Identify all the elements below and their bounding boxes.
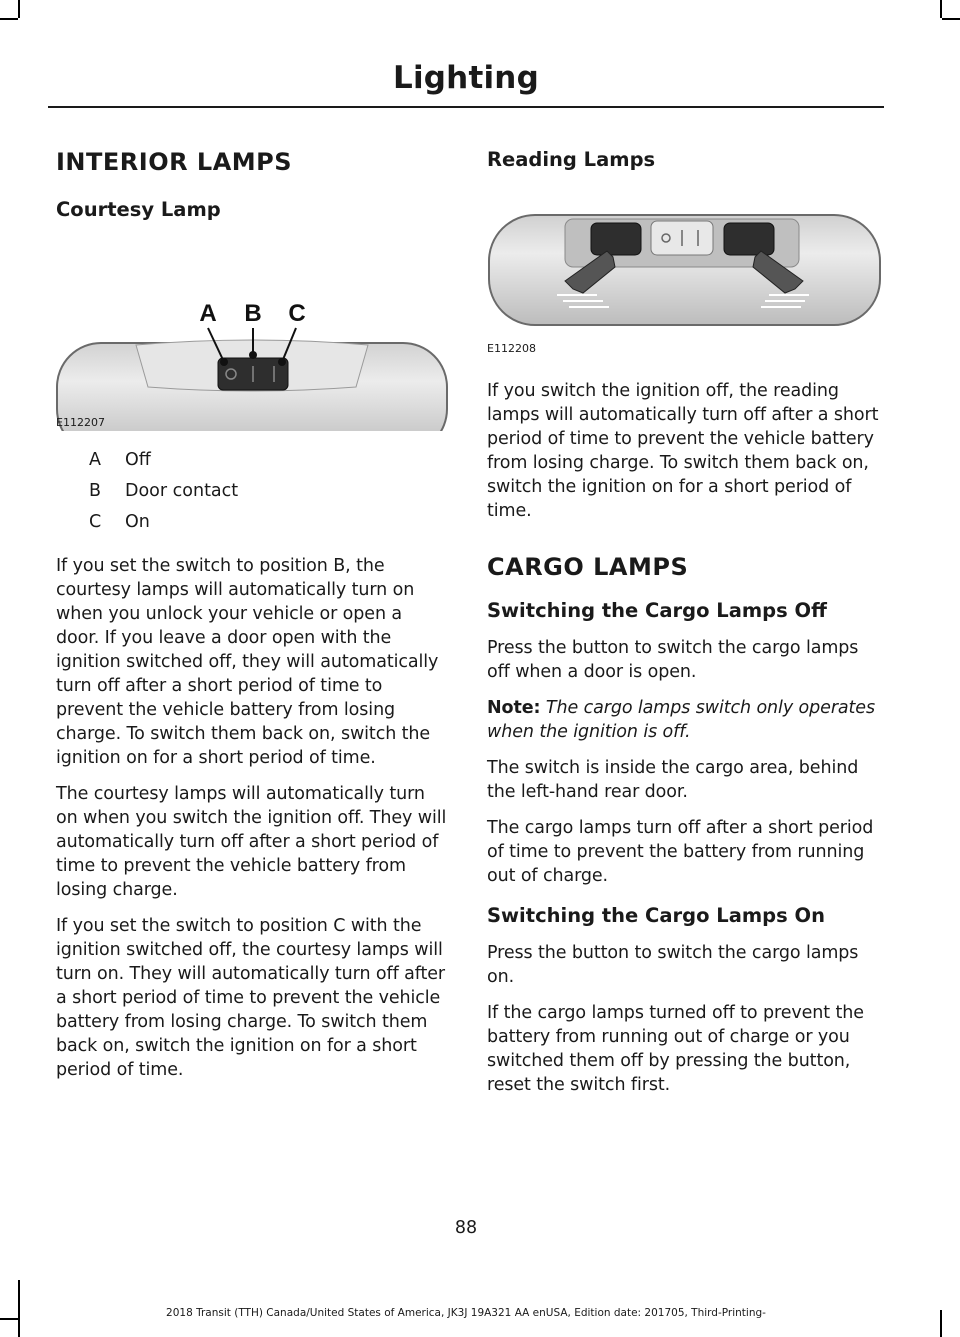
crop-mark [940, 1310, 942, 1337]
left-column [56, 130, 448, 1094]
header-divider [48, 106, 884, 108]
legend-key: B [89, 481, 102, 501]
courtesy-lamp-illustration [56, 235, 448, 431]
crop-mark [18, 0, 20, 18]
paragraph: The switch is inside the cargo area, behind the left-hand rear door. [487, 758, 859, 802]
crop-mark [942, 18, 960, 20]
subheading-courtesy-lamp: Courtesy Lamp [56, 198, 221, 221]
legend-value: Door contact [125, 481, 239, 501]
subheading-switching-on: Switching the Cargo Lamps On [487, 904, 825, 927]
right-column [487, 130, 882, 1109]
section-heading-interior-lamps: INTERIOR LAMPS [56, 148, 293, 176]
crop-mark [940, 0, 942, 18]
paragraph: If you set the switch to position C with the ignition switched off, the courtesy lamps will turn on. They will automatically turn off after a short period of time to prevent the vehicle battery from losing charge. To switch them back on, switch the ignition on for a short period of time. [56, 916, 445, 1080]
paragraph: If you switch the ignition off, the reading lamps will automatically turn off after a short period of time to prevent the vehicle battery from losing charge. To switch them back on, switch the ignition on for a short period of time. [487, 381, 879, 521]
section-heading-cargo-lamps: CARGO LAMPS [487, 553, 689, 581]
figure-code: E112208 [487, 342, 536, 355]
note-text: The cargo lamps switch only operates when the ignition is off. [487, 698, 875, 742]
callout-c: C [288, 300, 306, 327]
courtesy-lamp-figure [56, 235, 448, 431]
callout-b: B [244, 300, 262, 327]
subheading-reading-lamps: Reading Lamps [487, 148, 656, 171]
paragraph: If the cargo lamps turned off to prevent the battery from running out of charge or you switched them off by pressing the button, reset the switch first. [487, 1003, 864, 1095]
legend-value: On [125, 512, 150, 532]
paragraph: The courtesy lamps will automatically turn on when you switch the ignition off. They will automatically turn off after a short period of time to prevent the vehicle battery from losing charge. [56, 784, 447, 900]
callout-a: A [199, 300, 217, 327]
crop-mark [0, 18, 18, 20]
legend-row [56, 476, 448, 507]
legend-key: A [89, 450, 101, 470]
left-reading-lamp-button [591, 223, 641, 255]
page-number: 88 [454, 1218, 478, 1238]
paragraph: Press the button to switch the cargo lamps off when a door is open. [487, 638, 859, 682]
reading-lamps-illustration [487, 185, 882, 357]
paragraph: Press the button to switch the cargo lamps on. [487, 943, 859, 987]
right-reading-lamp-button [724, 223, 774, 255]
legend-key: C [89, 512, 102, 532]
legend-value: Off [125, 450, 151, 470]
legend-row [56, 507, 448, 538]
paragraph: If you set the switch to position B, the courtesy lamps will automatically turn on when you unlock your vehicle or open a door. If you leave a door open with the ignition switched off, they will automatically turn off after a short period of time to prevent the vehicle battery from losing charge. To switch them back on, switch the ignition on for a short period of time. [56, 556, 439, 768]
reading-lamps-figure [487, 185, 882, 357]
note [487, 696, 882, 744]
figure-code: E112207 [56, 416, 105, 429]
footer-edition-info: 2018 Transit (TTH) Canada/United States of America, JK3J 19A321 AA enUSA, Edition date: 201705, Third-Printing- [166, 1307, 766, 1319]
page-header-title: Lighting [393, 60, 539, 96]
paragraph: The cargo lamps turn off after a short period of time to prevent the battery from running out of charge. [487, 818, 874, 886]
legend-row [56, 445, 448, 476]
subheading-switching-off: Switching the Cargo Lamps Off [487, 599, 827, 622]
note-label: Note: [487, 698, 541, 718]
courtesy-lamp-legend [56, 445, 448, 538]
